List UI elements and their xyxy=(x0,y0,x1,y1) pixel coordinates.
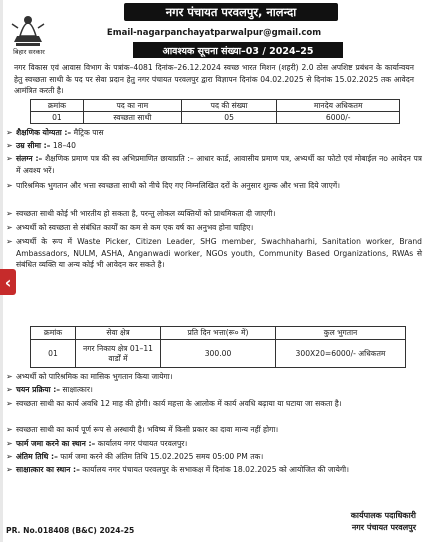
list-item-label: शैक्षणिक योग्यता :– xyxy=(16,128,72,137)
list-item-label: चयन प्रक्रिया :– xyxy=(16,385,61,394)
list-item xyxy=(6,464,422,476)
table-header: सेवा क्षेत्र xyxy=(76,327,161,340)
arrow-bullet-icon: ➢ xyxy=(6,385,13,394)
table-header: क्रमांक xyxy=(31,100,84,112)
payment-table xyxy=(30,326,406,368)
list-item-label: संलग्न :– xyxy=(16,154,43,163)
arrow-bullet-icon: ➢ xyxy=(6,181,13,190)
list-item-text: 18–40 xyxy=(50,141,76,150)
list-item-label: अंतिम तिथि :– xyxy=(16,452,58,461)
arrow-bullet-icon: ➢ xyxy=(6,439,13,448)
arrow-bullet-icon: ➢ xyxy=(6,465,13,474)
chevron-left-icon[interactable]: ‹ xyxy=(0,269,16,295)
table-cell: स्वच्छता साथी xyxy=(83,112,181,124)
list-item-text: अभ्यर्थी को पारिश्रमिक का मासिक भुगतान किया जायेगा। xyxy=(16,372,173,381)
list-item-text: कार्यालय नगर पंचायत परवलपुर के सभाकक्ष में दिनांक 18.02.2025 को आयोजित की जायेगी। xyxy=(79,465,349,474)
notice-number: आवश्यक सूचना संख्या–03 / 2024–25 xyxy=(133,42,343,58)
table-cell: 300.00 xyxy=(161,340,276,368)
table-header: प्रति दिन भत्ता(रू० में) xyxy=(161,327,276,340)
arrow-bullet-icon: ➢ xyxy=(6,399,13,408)
list-item xyxy=(6,222,422,234)
list-item-text: कार्यालय नगर पंचायत परवलपुर। xyxy=(95,439,188,448)
table-cell: नगर निकाय क्षेत्र 01–11 वार्डों में xyxy=(76,340,161,368)
list-item-text: स्वच्छता साथी का कार्य अवधि 12 माह की होगी। कार्य महत्ता के आलोक में कार्य अवधि बढ़ाया या घटाया जा सकता है। xyxy=(16,399,342,408)
table-cell: 300X20=6000/- अधिकतम xyxy=(276,340,406,368)
list-item xyxy=(6,153,422,176)
list-item-text: अभ्यर्थी को स्वच्छता से संबंधित कार्यों का कम से कम एक वर्ष का अनुभव होना चाहिए। xyxy=(16,223,254,232)
table-header: पद की संख्या xyxy=(181,100,277,112)
arrow-bullet-icon: ➢ xyxy=(6,425,13,434)
list-item-label: साक्षात्कार का स्थान :– xyxy=(16,465,80,474)
list-item xyxy=(6,398,422,410)
intro-paragraph: नगर विकास एवं आवास विभाग के पत्रांक–4081 दिनांक–26.12.2024 स्वच्छ भारत मिशन (शहरी) 2.0 ठोस अपशिष्ट प्रबंधन के कार्यान्वयन हेतु स्वच्छता साथी के पद पर सेवा प्रदान हेतु नगर पंचायत परवलपुर द्वारा विज्ञापन दिनांक 04.02.2025 से दिनांक 15.02.2025 तक आवेदन आमंत्रित करती है। xyxy=(14,63,414,95)
list-item xyxy=(6,371,422,383)
arrow-bullet-icon: ➢ xyxy=(6,154,13,163)
list-item xyxy=(6,424,422,436)
table-cell: 01 xyxy=(31,340,76,368)
list-item xyxy=(6,451,422,463)
table-header: कुल भुगतान xyxy=(276,327,406,340)
arrow-bullet-icon: ➢ xyxy=(6,372,13,381)
list-item xyxy=(6,208,422,220)
pr-number: PR. No.018408 (B&C) 2024-25 xyxy=(6,526,135,535)
list-item-text: स्वच्छता साथी कोई भी भारतीय हो सकता है, परन्तु लोकल व्यक्तियों को प्राथमिकता दी जाएगी। xyxy=(16,209,276,218)
arrow-bullet-icon: ➢ xyxy=(6,452,13,461)
arrow-bullet-icon: ➢ xyxy=(6,209,13,218)
arrow-bullet-icon: ➢ xyxy=(6,128,13,137)
list-item xyxy=(6,127,422,139)
list-item-text: शैक्षणिक प्रमाण पत्र की स्व अभिप्रमाणित छायाप्रति :– आधार कार्ड, आवासीय प्रमाण पत्र, अभ्यर्थी का फोटो एवं मोबाईल नo आवेदन पत्र में अवश्य भरें। xyxy=(16,154,422,175)
arrow-bullet-icon: ➢ xyxy=(6,141,13,150)
list-item-label: फार्म जमा करने का स्थान :– xyxy=(16,439,96,448)
list-item-label: उम्र सीमा :– xyxy=(16,141,51,150)
email-address[interactable]: Email-nagarpanchayatparwalpur@gmail.com xyxy=(106,28,322,38)
signatory-office: नगर पंचायत परवलपुर xyxy=(351,523,416,532)
list-item xyxy=(6,180,422,192)
list-item xyxy=(6,140,422,152)
list-item-text: साक्षात्कार। xyxy=(60,385,93,394)
list-item-text: फार्म जमा करने की अंतिम तिथि 15.02.2025 समय 05:00 PM तक। xyxy=(57,452,264,461)
list-item-text: मैट्रिक पास xyxy=(71,128,104,137)
arrow-bullet-icon: ➢ xyxy=(6,237,13,246)
arrow-bullet-icon: ➢ xyxy=(6,223,13,232)
list-item xyxy=(6,384,422,396)
list-item-text: स्वच्छता साथी का कार्य पूर्ण रूप से अस्थायी है। भविष्य में किसी प्रकार का दावा मान्य नहीं होगा। xyxy=(16,425,279,434)
list-item xyxy=(6,236,422,271)
signatory-title: कार्यपालक पदाधिकारी xyxy=(350,511,416,520)
post-table xyxy=(30,99,400,124)
emblem-caption: बिहार सरकार xyxy=(13,48,45,56)
list-item-text: पारिश्रमिक भुगतान और भत्ता स्वच्छता साथी को नीचे दिए गए निम्नलिखित दरों के अनुसार शुल्क और भत्ता दिये जाएगें। xyxy=(16,181,340,190)
page-title: नगर पंचायत परवलपुर, नालन्दा xyxy=(124,3,338,21)
table-cell: 01 xyxy=(31,112,84,124)
table-header: क्रमांक xyxy=(31,327,76,340)
table-header: मानदेय अधिकतम xyxy=(277,100,400,112)
table-cell: 05 xyxy=(181,112,277,124)
table-cell: 6000/- xyxy=(277,112,400,124)
table-header: पद का नाम xyxy=(83,100,181,112)
bihar-emblem-icon xyxy=(8,4,48,48)
list-item xyxy=(6,438,422,450)
list-item-text: अभ्यर्थी के रूप में Waste Picker, Citizen Leader, SHG member, Swachhaharhi, Sanitation worker, Brand Ambassadors, NULM, ASHA, Anganwadi worker, NGOs youth, Community Based Organizations, RWAs से संबंधित व्यक्ति या अन्य कोई भी आवेदन कर सकते है। xyxy=(16,237,422,269)
